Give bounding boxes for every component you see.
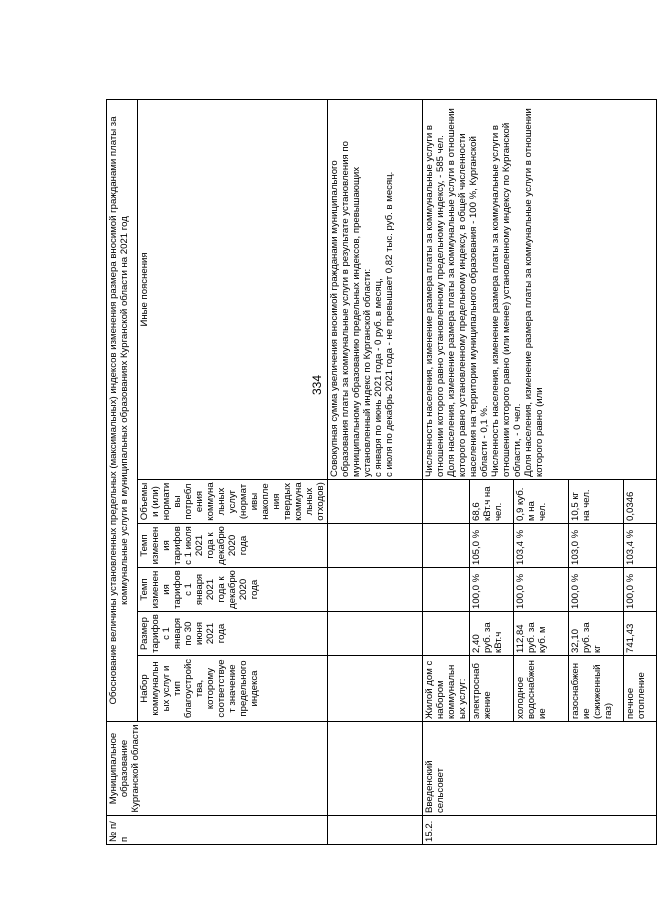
header-growth-jan: Темп изменения тарифов с 1 января 2021 года к декабрю 2020 года xyxy=(138,568,328,612)
header-growth-jul: Темп изменения тарифов с 1 июля 2021 года к декабрю 2020 года xyxy=(138,524,328,568)
service-volume: 68,6 кВт.ч на чел. xyxy=(470,480,514,524)
blank-cell xyxy=(328,568,423,612)
header-tariff-size: Размер тарифов с 1 января по 30 июня 2021 года xyxy=(138,612,328,656)
service-volume: 0,9 куб. м на чел. xyxy=(514,480,569,524)
rotated-table-container xyxy=(106,100,649,845)
blank-cell xyxy=(423,612,470,656)
blank-cell xyxy=(423,568,470,612)
service-name: холодное водоснабжение xyxy=(514,656,569,722)
table-title: Обоснование величины установленных предельных (максимальных) индексов изменения размера вносимой гражданами платы за коммунальные услуги в муниципальных образованиях Курганской области на 2021 год xyxy=(107,99,138,721)
blank-cell xyxy=(328,722,423,816)
service-growth-jul: 103,0 % xyxy=(569,524,624,568)
service-tariff: 32,10 руб. за кг xyxy=(569,612,624,656)
blank-cell xyxy=(423,480,470,524)
header-service-set: Набор коммунальных услуг и тип благоустройства, которому соответствует значение предельного индекса xyxy=(138,656,328,722)
blank-cell xyxy=(328,656,423,722)
service-growth-jul: 103,4 % xyxy=(624,524,657,568)
row-notes: Численность населения, изменение размера платы за коммунальные услуги в отношении которого равно установленному предельному индексу, - 585 чел. Доля населения, изменение размера платы за коммунальные услуги в отношении которого равно установленному предельному индексу, в общей численности населения на территории муниципального образования - 100 %, Курганской области - 0,1 %. Численность населения, изменение размера платы за коммунальные услуги в отношении которого равно (или менее) установленному индексу по Курганской области, - 0 чел. Доля населения, изменение размера платы за коммунальные услуги в отношении которого равно (или xyxy=(423,99,657,479)
service-set-header: Жилой дом с набором коммунальных услуг: xyxy=(423,656,470,722)
service-growth-jul: 105,0 % xyxy=(470,524,514,568)
service-tariff: 741,43 xyxy=(624,612,657,656)
service-tariff: 112,84 руб. за куб. м xyxy=(514,612,569,656)
header-municipality: Муниципальное образование Курганской области xyxy=(107,722,328,816)
header-num: № п/п xyxy=(107,816,328,845)
service-name: газоснабжение (сжиженный газ) xyxy=(569,656,624,722)
blank-cell xyxy=(423,524,470,568)
service-growth-jul: 103,4 % xyxy=(514,524,569,568)
service-tariff: 2,40 руб. за кВт.ч xyxy=(470,612,514,656)
service-name: печное отопление xyxy=(624,656,657,722)
blank-cell xyxy=(328,480,423,524)
summary-note: Совокупная сумма увеличения вносимой гражданами муниципального образования платы за коммунальные услуги в результате установления по муниципальному образованию предельных индексов, превышающих установленный индекс по Курганской области: с января по июнь 2021 года - 0 руб. в месяц, с июля по декабрь 2021 года - не превышает 0,82 тыс. руб. в месяц. xyxy=(328,99,423,479)
row-num: 15.2. xyxy=(423,816,657,845)
blank-cell xyxy=(328,816,423,845)
page-number: 334 xyxy=(310,374,324,395)
service-name: электроснабжение xyxy=(470,656,514,722)
row-municipality: Введенский сельсовет xyxy=(423,722,657,816)
header-notes: Иные пояснения xyxy=(138,99,328,479)
header-volumes: Объемы и (или) нормативы потребления коммунальных услуг (нормативы накопления твердых коммунальных отходов) xyxy=(138,480,328,524)
service-volume: 10,5 кг на чел. xyxy=(569,480,624,524)
service-growth-jan: 100,0 % xyxy=(514,568,569,612)
blank-cell xyxy=(328,612,423,656)
blank-cell xyxy=(328,524,423,568)
service-growth-jan: 100,0 % xyxy=(470,568,514,612)
service-volume: 0,0346 xyxy=(624,480,657,524)
service-growth-jan: 100,0 % xyxy=(569,568,624,612)
index-justification-table xyxy=(106,99,657,845)
service-growth-jan: 100,0 % xyxy=(624,568,657,612)
